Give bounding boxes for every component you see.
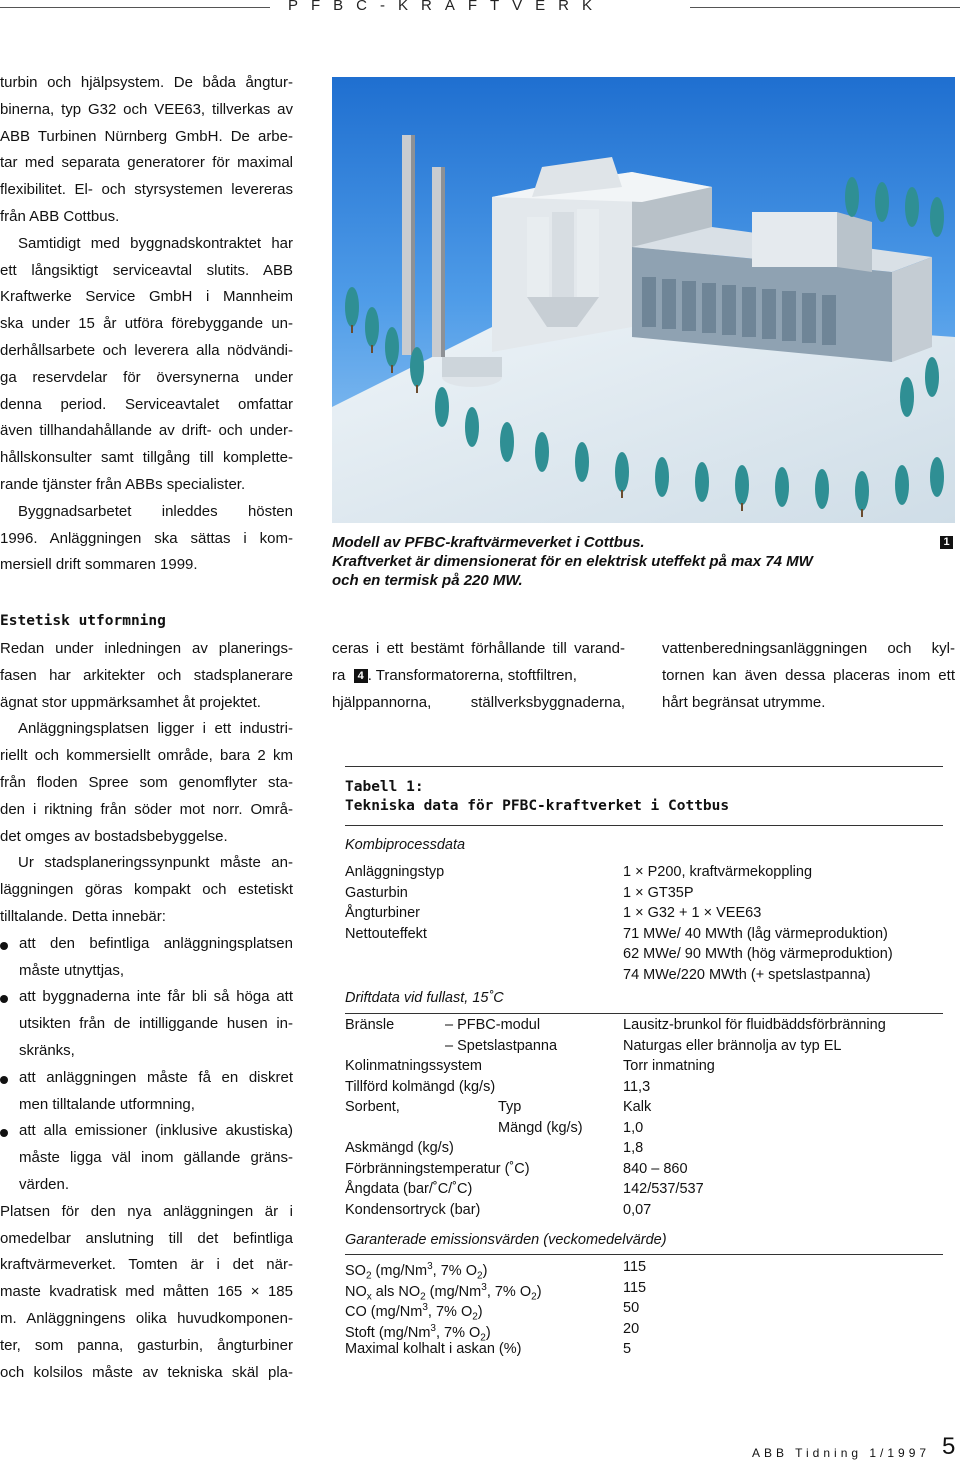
mid-line-2-start: ra — [332, 666, 346, 684]
row-value: 1,0 — [623, 1120, 644, 1136]
row-value: 62 MWe/ 90 MWth (hög värmeproduktion) — [623, 946, 893, 962]
text-line: och kolsilos måste av tekniska skäl pla- — [0, 1363, 293, 1381]
mid-line-1: ceras i ett bestämt förhållande till varand- — [332, 640, 625, 657]
row-label-so2: $SO_2$ (mg/Nm$^3$, 7% $O_2$) — [345, 1261, 488, 1282]
right-line-1: vattenberedningsanläggningen och kyl- — [662, 640, 955, 657]
requirements-list — [0, 931, 293, 1199]
row-value: 5 — [623, 1341, 632, 1357]
section-driftdata: Driftdata vid fullast, 15˚C — [345, 990, 504, 1006]
row-label: Kolinmatningssystem — [345, 1058, 482, 1074]
list-item — [0, 1118, 293, 1198]
row-label: Gasturbin — [345, 885, 408, 901]
text-line: värden. — [19, 1175, 70, 1193]
text-line: Ur stadsplaneringssynpunkt måste an- — [18, 854, 293, 872]
text-line: måste utnyttjas, — [19, 961, 125, 979]
table-title-number: Tabell 1: — [345, 779, 424, 795]
table-rule-4 — [345, 1254, 943, 1255]
section-kombiprocess: Kombiprocessdata — [345, 837, 466, 853]
caption-line-1: Modell av PFBC-kraftvärmeverket i Cottbus. — [332, 534, 645, 551]
row-value: 115 — [623, 1280, 647, 1296]
row-value: 20 — [623, 1321, 640, 1337]
row-sub-typ: Typ — [498, 1099, 522, 1115]
text-line: men tilltalande utformning, — [19, 1095, 195, 1113]
row-label: Förbränningstemperatur (˚C) — [345, 1161, 530, 1177]
text-line: Samtidigt med byggnadskontraktet har — [18, 234, 293, 252]
text-line: riellt och kommersiellt område, bara 2 km — [0, 747, 293, 765]
row-value: 115 — [623, 1259, 647, 1275]
text-line: ska under 15 år utföra förebyggande un- — [0, 315, 293, 333]
section-emissions: Garanterade emissionsvärden (veckomedelvärde) — [345, 1232, 667, 1248]
running-title: PFBC-KRAFTVERK — [288, 0, 606, 14]
row-label-stoft: Stoft (mg/Nm$^3$, 7% $O_2$) — [345, 1323, 491, 1344]
caption-line-2: Kraftverket är dimensionerat för en elektrisk uteffekt på max 74 MW — [332, 553, 813, 570]
text-line: Byggnadsarbetet inleddes hösten — [18, 502, 293, 520]
figure-number: 1 — [940, 536, 953, 549]
text-line: från floden Spree som genomflyter sta- — [0, 773, 293, 791]
row-value: 1 × GT35P — [623, 885, 694, 901]
table-rule-3 — [345, 1013, 943, 1014]
text-line: Anläggningsplatsen ligger i ett industri- — [18, 720, 293, 738]
right-column-text — [662, 636, 955, 716]
text-line: 1996. Anläggningen ska sättas i kom- — [0, 529, 293, 547]
text-line: den i riktning från söder mot norr. Områ- — [0, 800, 293, 818]
mid-line-2 — [332, 663, 625, 690]
row-value: 1 × P200, kraftvärmekoppling — [623, 864, 813, 880]
text-line: Redan under inledningen av planerings- — [0, 640, 293, 657]
row-value: Torr inmatning — [623, 1058, 715, 1074]
bullet-icon — [0, 1076, 8, 1084]
row-value: Lausitz-brunkol för fluidbäddsförbränning — [623, 1017, 886, 1033]
figure-caption — [332, 533, 892, 590]
left-column-section-body — [0, 636, 293, 1386]
plant-model-photo — [332, 77, 955, 523]
text-line: Platsen för den nya anläggningen är i — [0, 1202, 293, 1220]
row-value: Naturgas eller brännolja av typ EL — [623, 1038, 842, 1054]
table-rule-2 — [345, 825, 943, 826]
text-line: denna period. Serviceavtalet omfattar — [0, 395, 293, 413]
row-value: 142/537/537 — [623, 1181, 704, 1197]
row-value: 71 MWe/ 40 MWth (låg värmeproduktion) — [623, 926, 888, 942]
right-line-3: hårt begränsat utrymme. — [662, 693, 826, 711]
row-label: Ångdata (bar/˚C/˚C) — [345, 1181, 473, 1197]
technical-data-table — [345, 766, 943, 1366]
text-line: Kraftwerke Service GmbH i Mannheim — [0, 288, 293, 306]
text-line: tilltalande. Detta innebär: — [0, 907, 166, 925]
text-line: hållskonsulter samt tillgång till komplette- — [0, 449, 293, 467]
row-label-bransle: Bränsle — [345, 1017, 395, 1033]
list-item — [0, 984, 293, 1064]
mid-line-3: hjälppannorna, ställverksbyggnaderna, — [332, 693, 625, 711]
row-label-co: CO (mg/Nm$^3$, 7% $O_2$) — [345, 1302, 483, 1323]
text-line: mersiell drift sommaren 1999. — [0, 556, 198, 574]
text-line: läggningen göras kompakt och estetiskt — [0, 881, 293, 899]
bullet-icon — [0, 995, 8, 1003]
text-line: ter, som panna, gasturbin, ångturbiner — [0, 1336, 293, 1354]
text-line: flexibilitet. El- och styrsystemen levereras — [0, 181, 293, 199]
text-line: utsikten från de intilliggande husen in- — [19, 1015, 293, 1033]
text-line: skränks, — [19, 1041, 75, 1059]
text-line: även tillhandahållande av drift- och under- — [0, 422, 293, 440]
text-line: kraftvärmeverket. Tomten är i det när- — [0, 1256, 293, 1274]
text-line: ägnat stor uppmärksamhet åt projektet. — [0, 693, 261, 711]
text-line: ABB Turbinen Nürnberg GmbH. De arbe- — [0, 127, 293, 145]
text-line: att alla emissioner (inklusive akustiska) — [19, 1122, 293, 1140]
running-header — [0, 0, 960, 14]
right-line-2: tornen kan även dessa placeras inom ett — [662, 666, 955, 684]
row-value: 0,07 — [623, 1202, 652, 1218]
header-rule-right — [690, 7, 960, 8]
row-value: 50 — [623, 1300, 640, 1316]
list-item — [0, 931, 293, 985]
text-line: fasen har arkitekter och stadsplanerare — [0, 666, 293, 684]
row-label: Ångturbiner — [345, 905, 420, 921]
middle-column-text — [332, 636, 625, 716]
row-label: Askmängd (kg/s) — [345, 1140, 454, 1156]
row-label: Kondensortryck (bar) — [345, 1202, 481, 1218]
header-rule-left — [0, 7, 270, 8]
table-title: Tekniska data för PFBC-kraftverket i Cottbus — [345, 798, 730, 814]
text-line: maste kvadratisk med måtten 165 × 185 — [0, 1283, 293, 1301]
row-label: Anläggningstyp — [345, 864, 445, 880]
figure-ref-4: 4 — [354, 669, 368, 683]
text-line: att den befintliga anläggningsplatsen — [19, 934, 293, 952]
row-label-sorbent: Sorbent, — [345, 1099, 400, 1115]
row-label: Tillförd kolmängd (kg/s) — [345, 1079, 496, 1095]
text-line: omedelbar anslutning till det befintliga — [0, 1229, 293, 1247]
text-line: tar med separata generatorer för maximal — [0, 154, 293, 172]
row-value: 1,8 — [623, 1140, 644, 1156]
list-item — [0, 1065, 293, 1119]
text-line: måste ligga väl inom gällande gräns- — [19, 1149, 293, 1167]
text-line: ga reservdelar för översynerna under — [0, 368, 293, 386]
row-label-nox: $NO_x$ als $NO_2$ (mg/Nm$^3$, 7% $O_2$) — [345, 1282, 542, 1303]
text-line: det omges av bostadsbebyggelse. — [0, 827, 228, 845]
bullet-icon — [0, 1129, 8, 1137]
row-value: 1 × G32 + 1 × VEE63 — [623, 905, 762, 921]
row-sub-mangd: Mängd (kg/s) — [498, 1120, 583, 1136]
row-value: 74 MWe/220 MWth (+ spetslastpanna) — [623, 967, 871, 983]
mid-line-2-rest: . Transformatorerna, stoftfiltren, — [367, 666, 577, 684]
row-value: Kalk — [623, 1099, 652, 1115]
left-column-intro — [0, 70, 293, 579]
text-line: turbin och hjälpsystem. De båda ångtur- — [0, 74, 293, 91]
row-sub-pfbc: – PFBC-modul — [445, 1017, 541, 1033]
table-top-rule — [345, 766, 943, 767]
row-sub-spetslast: – Spetslastpanna — [445, 1038, 558, 1054]
text-line: att anläggningen måste få en diskret — [19, 1068, 293, 1086]
row-value: 11,3 — [623, 1079, 651, 1095]
text-line: rande tjänster från ABBs specialister. — [0, 475, 246, 493]
text-line: derhållsarbete och leverera alla nödvändi- — [0, 341, 293, 359]
section-heading: Estetisk utformning — [0, 613, 166, 629]
text-line: att byggnaderna inte får bli så höga att — [19, 988, 293, 1006]
text-line: binerna, typ G32 och VEE63, tillverkas av — [0, 100, 293, 118]
page-number: 5 — [942, 1433, 956, 1460]
row-label: Maximal kolhalt i askan (%) — [345, 1341, 522, 1357]
bullet-icon — [0, 942, 8, 950]
row-value: 840 – 860 — [623, 1161, 688, 1177]
caption-line-3: och en termisk på 220 MW. — [332, 572, 523, 589]
text-line: m. Anläggningens olika huvudkomponen- — [0, 1309, 293, 1327]
footer-journal: ABB Tidning 1/1997 — [752, 1446, 931, 1460]
row-label: Nettouteffekt — [345, 926, 427, 942]
text-line: ett långsiktigt serviceavtal slutits. ABB — [0, 261, 293, 279]
text-line: från ABB Cottbus. — [0, 207, 120, 225]
